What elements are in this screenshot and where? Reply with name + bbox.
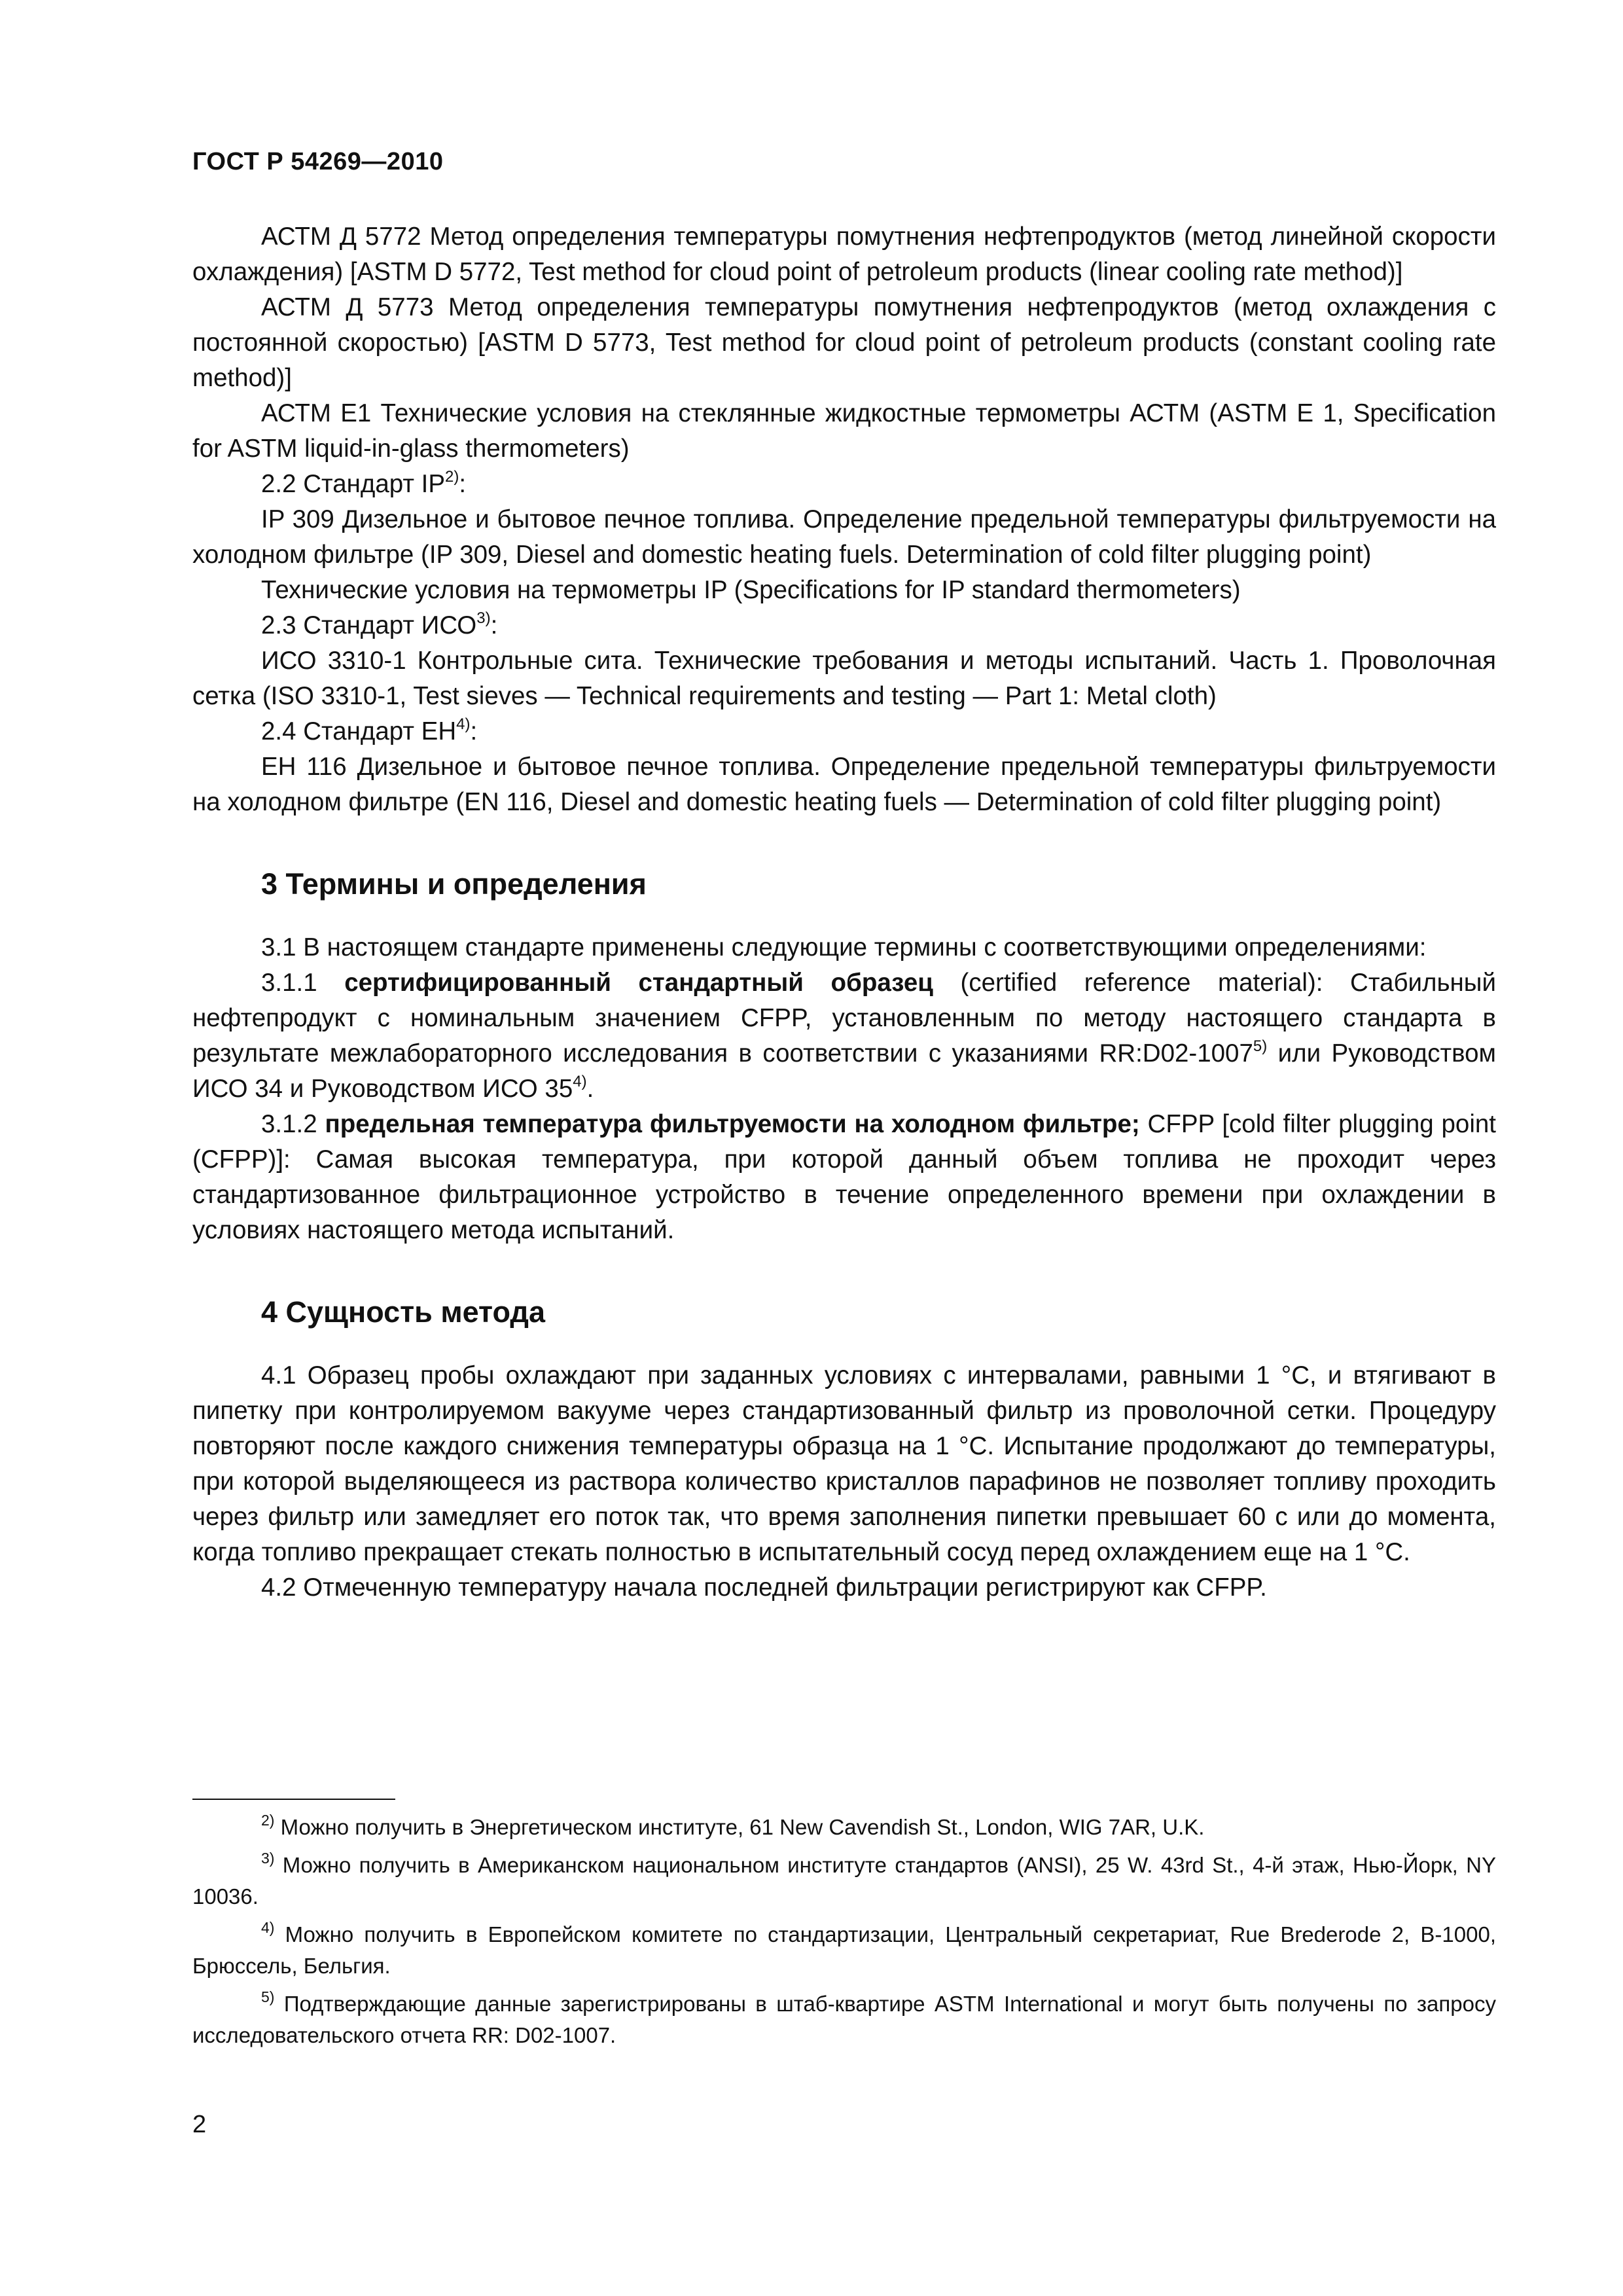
footnote-mark: 5) (261, 1988, 275, 2005)
document-header: ГОСТ Р 54269—2010 (192, 148, 444, 175)
subsection-2-3 (192, 608, 1496, 643)
ref-iso-3310: ИСО 3310-1 Контрольные сита. Технические требования и методы испытаний. Часть 1. Проволочная сетка (ISO 3310-1, Test sieves — Technical requirements and testing — Part 1: Metal cloth) (192, 647, 1496, 710)
term-cfpp: предельная температура фильтруемости на холодном фильтре; (325, 1110, 1140, 1138)
definition-text: CFPP [cold filter plugging point (CFPP)]: Самая высокая температура, при которой данный объем топлива не проходит через стандартизованное фильтрационное устройство в течение определенного времени при охлаждении в условиях настоящего метода испытаний. (192, 1110, 1497, 1244)
footnote-ref-2: 2) (445, 468, 459, 486)
term-certified-reference-material: сертифицированный стандартный образец (344, 969, 933, 997)
footnote-divider (192, 1799, 395, 1800)
footnote-ref-4: 4) (573, 1073, 587, 1091)
footnote-ref-5: 5) (1253, 1037, 1268, 1056)
colon: : (459, 470, 467, 498)
definition-text: или Руководством ИСО 34 и Руководством ИСО 35 (192, 1039, 1496, 1103)
footnote-mark: 2) (261, 1812, 275, 1829)
footnote-text: Можно получить в Американском национальном институте стандартов (ANSI), 25 W. 43rd St., 4-й этаж, Нью-Йорк, NY 10036. (192, 1853, 1496, 1909)
paragraph-4-2: 4.2 Отмеченную температуру начала последней фильтрации регистрируют как CFPP. (261, 1573, 1267, 1602)
footnote-4 (192, 1919, 1496, 1982)
paragraph-3-1: 3.1 В настоящем стандарте применены следующие термины с соответствующими определениями: (261, 933, 1427, 961)
subsection-2-3-title: 2.3 Стандарт ИСО (261, 611, 477, 639)
paragraph-4-1: 4.1 Образец пробы охлаждают при заданных условиях с интервалами, равными 1 °С, и втягивают в пипетку при контролируемом вакууме через стандартизованный фильтр из проволочной сетки. Процедуру повторяют после каждого снижения температуры образца на 1 °С. Испытание продолжают до температуры, при которой выделяющееся из раствора количество кристаллов парафинов не позволяет топливу проходить через фильтр или замедляет его поток так, что время заполнения пипетки превышает 60 с или до момента, когда топливо прекращает стекать полностью в испытательный сосуд перед охлаждением еще на 1 °С. (192, 1361, 1496, 1566)
clause-number: 3.1.1 (261, 969, 345, 997)
definition-text: (certified reference material): Стабильный нефтепродукт с номинальным значением CFPP, установленным по методу настоящего стандарта в результате межлабораторного исследования в соответствии с указаниями RR:D02-1007 (192, 969, 1496, 1067)
footnotes (192, 1812, 1496, 2058)
ref-astm-d5772: АСТМ Д 5772 Метод определения температуры помутнения нефтепродуктов (метод линейной скорости охлаждения) [ASTM D 5772, Test method for cloud point of petroleum products (linear cooling rate method)] (192, 223, 1496, 286)
colon: : (490, 611, 498, 639)
ref-astm-e1: АСТМ Е1 Технические условия на стеклянные жидкостные термометры АСТМ (ASTM Е 1, Specification for ASTM liquid-in-glass thermometers) (192, 399, 1496, 463)
footnote-text: Можно получить в Энергетическом институте, 61 New Cavendish St., London, WIG 7AR, U.K. (274, 1815, 1205, 1839)
document-body (192, 219, 1496, 1605)
footnote-3 (192, 1850, 1496, 1912)
footnote-2 (192, 1812, 1496, 1843)
ref-ip-309: IP 309 Дизельное и бытовое печное топлива. Определение предельной температуры фильтруемости на холодном фильтре (IP 309, Diesel and domestic heating fuels. Determination of cold filter plugging point) (192, 505, 1496, 569)
section-4-heading: 4 Сущность метода (261, 1295, 545, 1329)
subsection-2-2-title: 2.2 Стандарт IP (261, 470, 446, 498)
footnote-mark: 4) (261, 1919, 275, 1936)
footnote-5 (192, 1988, 1496, 2051)
subsection-2-2 (192, 467, 1496, 502)
paragraph-3-1-1 (192, 965, 1496, 1107)
clause-number: 3.1.2 (261, 1110, 325, 1138)
paragraph-3-1-2 (192, 1107, 1496, 1248)
subsection-2-4 (192, 714, 1496, 749)
footnote-mark: 3) (261, 1850, 275, 1867)
page-number: 2 (192, 2111, 207, 2138)
section-3-heading: 3 Термины и определения (261, 867, 647, 901)
period: . (586, 1075, 594, 1103)
ref-ip-thermometers: Технические условия на термометры IP (Specifications for IP standard thermometers) (261, 576, 1241, 604)
ref-astm-d5773: АСТМ Д 5773 Метод определения температуры помутнения нефтепродуктов (метод охлаждения с постоянной скоростью) [ASTM D 5773, Test method for cloud point of petroleum products (constant cooling rate method)] (192, 293, 1496, 392)
footnote-ref-3: 3) (476, 609, 491, 628)
footnote-text: Подтверждающие данные зарегистрированы в штаб-квартире ASTM International и могут быть получены по запросу исследовательского отчета RR: D02-1007. (192, 1992, 1496, 2047)
footnote-text: Можно получить в Европейском комитете по стандартизации, Центральный секретариат, Rue Brederode 2, В-1000, Брюссель, Бельгия. (192, 1922, 1496, 1978)
subsection-2-4-title: 2.4 Стандарт ЕН (261, 717, 457, 745)
ref-en-116: ЕН 116 Дизельное и бытовое печное топлива. Определение предельной температуры фильтруемости на холодном фильтре (EN 116, Diesel and domestic heating fuels — Determination of cold filter plugging point) (192, 753, 1496, 816)
colon: : (470, 717, 478, 745)
footnote-ref-4: 4) (456, 715, 471, 734)
